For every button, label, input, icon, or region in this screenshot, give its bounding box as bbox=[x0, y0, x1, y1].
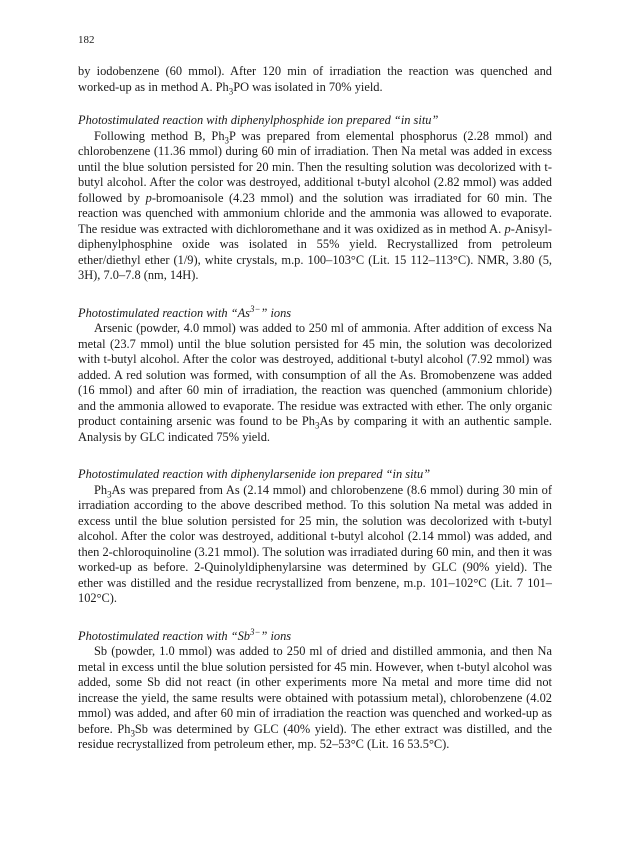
text-run: ” ions bbox=[260, 628, 292, 643]
intro-subscript: 3 bbox=[228, 85, 234, 96]
text-run: Photostimulated reaction with “As bbox=[78, 305, 250, 320]
subscript: 3 bbox=[130, 727, 135, 738]
text-run: Ph bbox=[94, 482, 108, 497]
section-paragraph-arsenide bbox=[78, 321, 552, 445]
section-heading-arsenide bbox=[78, 303, 552, 322]
text-run: Arsenic (powder, 4.0 mmol) was added to 250 ml of ammonia. After addition of excess Na metal (23.7 mmol) until the blue solution persisted for 45 min, the solution was decolorized with t-butyl alcohol. After the color was destroyed, additional t-butyl alcohol (7.92 mmol) was added. A red solution was formed, with consumption of all the As. Bromobenzene was added (16 mmol) and after 60 min of irradiation, the reaction was quenched (ammonium chloride) and the ammonia allowed to evaporate. The residue was extracted with ether. The only organic product containing arsenic was found to be Ph bbox=[78, 321, 552, 428]
subscript: 3 bbox=[224, 134, 229, 145]
page-number: 182 bbox=[78, 34, 95, 46]
superscript: 3− bbox=[249, 626, 261, 637]
page-body bbox=[78, 64, 552, 753]
intro-tail: PO was isolated in 70% yield. bbox=[233, 79, 383, 94]
intro-paragraph bbox=[78, 64, 552, 95]
section-paragraph-diphenylarsenide bbox=[78, 483, 552, 607]
text-run: Sb was determined by GLC (40% yield). The ether extract was distilled, and the residue recrystallized from petroleum ether, mp. 52–53°C (Lit. 16 53.5°C). bbox=[78, 721, 552, 751]
text-run: Following method B, Ph bbox=[94, 128, 225, 143]
text-run: ” ions bbox=[260, 305, 292, 320]
section-heading-antimonide bbox=[78, 626, 552, 645]
subscript: 3 bbox=[107, 488, 112, 499]
intro-text: by iodobenzene (60 mmol). After 120 min of irradiation the reaction was quenched and worked-up as in method A. Ph bbox=[78, 64, 552, 94]
italic-run: p bbox=[504, 221, 511, 236]
text-run: -Anisyl-diphenylphosphine oxide was isolated in 55% yield. Recrystallized from petroleum ether/diethyl ether (1/9), white crystals, m.p. 100–103°C (Lit. 15 112–113°C). NMR, 3.80 (5, 3H), 7.0–7.8 (nm, 14H). bbox=[78, 221, 552, 282]
italic-run: p bbox=[145, 190, 152, 205]
section-heading-diphenylarsenide: Photostimulated reaction with diphenylarsenide ion prepared “in situ” bbox=[78, 467, 431, 481]
section-heading-diphenylphosphide: Photostimulated reaction with diphenylphosphide ion prepared “in situ” bbox=[78, 113, 439, 127]
text-run: P was prepared from elemental phosphorus (2.28 mmol) and chlorobenzene (11.36 mmol) during 60 min of irradiation. Then Na metal was added in excess until the blue solution persisted for 20 min. Then the resulting solution was decolorized with t-butyl alcohol. After the color was destroyed, additional t-butyl alcohol (2.82 mmol) was added followed by bbox=[78, 128, 552, 205]
text-run: As was prepared from As (2.14 mmol) and chlorobenzene (8.6 mmol) during 30 min of irradiation according to the above described method. To this solution Na metal was added in excess until the blue solution persisted for 25 min, the solution was decolorized with t-butyl alcohol. After the color was destroyed, additional t-butyl alcohol (2.14 mmol) was added, and then 2-chloroquinoline (3.21 mmol). The solution was irradiated during 60 min, and then it was worked-up as before. 2-Quinolyldiphenylarsine was determined by GLC (90% yield). The ether was distilled and the residue recrystallized from benzene, m.p. 101–102°C (Lit. 7 101–102°C). bbox=[78, 482, 552, 605]
text-run: Photostimulated reaction with “Sb bbox=[78, 628, 250, 643]
section-paragraph-diphenylphosphide bbox=[78, 129, 552, 284]
text-run: As by comparing it with an authentic sample. Analysis by GLC indicated 75% yield. bbox=[78, 414, 552, 444]
text-run: Sb (powder, 1.0 mmol) was added to 250 ml of dried and distilled ammonia, and then Na metal in excess until the blue solution persisted for 45 min. However, when t-butyl alcohol was added, some Sb did not react (in other experiments more Na metal and more time did not increase the yield, the same results were obtained with potassium metal), chlorobenzene (4.02 mmol) was added, and after 60 min of irradiation the reaction was quenched and worked-up as before. Ph bbox=[78, 644, 552, 736]
subscript: 3 bbox=[315, 420, 320, 431]
section-paragraph-antimonide bbox=[78, 644, 552, 753]
text-run: -bromoanisole (4.23 mmol) and the solution was irradiated for 60 min. The reaction was quenched with ammonium chloride and the ammonia was allowed to evaporate. The residue was extracted with dichloromethane and it was oxidized as in method A. bbox=[78, 190, 552, 236]
superscript: 3− bbox=[249, 303, 261, 314]
